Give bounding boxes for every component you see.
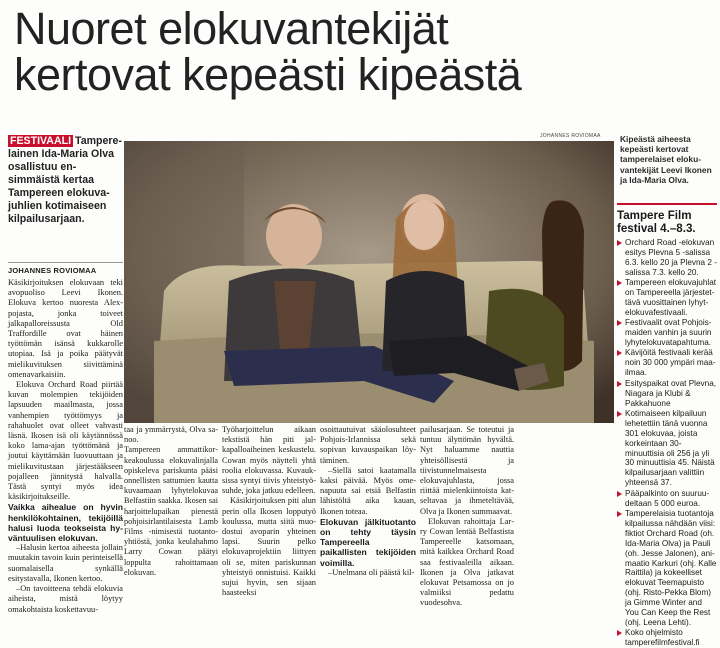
triangle-bullet-icon bbox=[617, 381, 622, 387]
paragraph: taa ja ymmärrystä, Olva sanoo. bbox=[124, 425, 218, 445]
paragraph: –On tavoitteena tehdä elokuvia aiheista, mistä löytyy omakohtaista koskettavuu- bbox=[8, 584, 123, 614]
paragraph: Elokuvan rahoittaja Larry Cowan lentää Belfastista Tampereelle katsomaan, mitä kaikkea Orchard Road saa festivaaleilla aikaan. Ikonen ja Olva jatkavat elokuvat Petsamossa on jo valmiiksi pedattu vuodesohva. bbox=[420, 516, 514, 608]
article-column-1 bbox=[8, 278, 123, 615]
paragraph: pailusarjaan. Se toteutui ja tuntuu älyttömän hyvältä. Nyt haluamme nauttia yhteisöllisestä ja tiivistunnelmaisesta elokuvajuhlasta, jossa riittää mielenkiintoista katseltavaa ja ihmeteltävää, Olva ja Ikonen summaavat. bbox=[420, 425, 514, 516]
info-item bbox=[617, 409, 717, 488]
paragraph: Työharjoittelun aikaan tekstistä hän piti jalkapalloaiheinen keskustelu. Cowan myös näytteli yhtä roolia elokuvassa. Kuvauksissa syntyi tiivis yhteistyösuhde, joka jatkuu edelleen. bbox=[222, 425, 316, 496]
info-item-text: Pääpalkinto on suuruudeltaan 5 000 euroa. bbox=[625, 488, 710, 508]
info-item bbox=[617, 489, 717, 509]
lead-paragraph bbox=[8, 135, 123, 226]
article-column-4 bbox=[320, 425, 416, 578]
paragraph: Tampereen ammattikorkeakoulussa elokuvalinjalla opiskeleva pariskunta pääsi onnellisten sattumien kautta kuvaamaan lyhytelokuvaa Belfastiin saakka. Ikosen sai harjoittelupaikan pienestä pohjoisirlantilaisesta Lamb Films -nimisestä tuotantoyhtiöstä, jonka keulahahmo Larry Cowan päätyi loppulta rahoittamaan elokuvan. bbox=[124, 445, 218, 577]
triangle-bullet-icon bbox=[617, 320, 622, 326]
triangle-bullet-icon bbox=[617, 491, 622, 497]
paragraph: Elokuva Orchard Road piirtää kuvan molempien tekijöiden lapsuuden maailmasta, jossa vanhempien työttömyys ja rahahuolet ovat olleet vahvasti läsnä. Ikosen isä oli käytännössä koko lama-ajan työttömänä ja joutui käyttämään luovuuttaan ja mielikuvitustaan järjestääkseen pojalleen jännitystä halvalla. Tästä syntyi myös idea käsikirjoitukseille. bbox=[8, 380, 123, 502]
info-item-text: Festivaalit ovat Pohjoismaiden vanhin ja suurin lyhytelokuvatapahtuma. bbox=[625, 318, 712, 348]
article-photo bbox=[124, 141, 614, 423]
photo-credit: JOHANNES ROVIOMAA bbox=[540, 133, 601, 139]
photo-caption: Kipeästä aiheesta kepeästi kertovat tamperelaiset elokuvantekijät Leevi Ikonen ja Ida-Maria Olva. bbox=[620, 134, 712, 185]
info-item bbox=[617, 318, 717, 348]
subhead: Vaikka aihealue on hyvin henkilökohtainen, tekijöillä halusi luoda teokseista hyväntuulisen elokuvan. bbox=[8, 502, 123, 544]
info-item-text: Tamperelaisia tuotantoja kilpailussa nähdään viisi: fiktiot Orchard Road (oh. Ida-Maria Olva) ja Pauli (oh. Jesse Jalonen), animaatio Karkuri (ohj. Kalle Raittila) ja kokeelliset elokuvat Teemapuisto (ohj. Risto-Pekka Blom) ja Gimme Winter and You Can Keep the Rest (ohj. Leena Lehti). bbox=[625, 508, 717, 627]
info-item-text: Orchard Road -elokuvan esitys Plevna 5 -salissa 6.3. kello 20 ja Plevna 2 -salissa 7.3. kello 20. bbox=[625, 238, 717, 277]
info-item bbox=[617, 628, 717, 648]
article-column-5 bbox=[420, 425, 514, 609]
info-box-list bbox=[617, 238, 717, 648]
paragraph: osoittautuivat sääolosuhteet Pohjois-Irlannissa sekä sopivan kuvauspaikan löytäminen. bbox=[320, 425, 416, 465]
subhead: Elokuvan jälkituotanto on tehty täysin Tampereella paikallisten tekijöiden voimilla. bbox=[320, 516, 416, 568]
info-item bbox=[617, 379, 717, 409]
headline bbox=[14, 3, 574, 100]
paragraph: Käsikirjoituksen piti alun perin olla Ikosen lopputyö koulussa, mutta siitä muodostui avoparin yhteinen lapsi. Suurin pelko elokuvaprojektiin liittyen oli se, miten pariskunnan yhteistyö onnistuisi. Kaikki sujui hyvin, sen sijaan haasteeksi bbox=[222, 496, 316, 598]
info-box-title: Tampere Film festival 4.–8.3. bbox=[617, 209, 696, 235]
triangle-bullet-icon bbox=[617, 411, 622, 417]
paragraph: –Siellä satoi kaatamalla kaksi päivää. Myös omenapuuta sai etsiä Belfastin lähistöltä aika kauan, Ikonen toteaa. bbox=[320, 465, 416, 516]
article-column-3 bbox=[222, 425, 316, 598]
triangle-bullet-icon bbox=[617, 280, 622, 286]
info-item-text: Kävijöitä festivaali kerää noin 30 000 ympäri maailmaa. bbox=[625, 348, 716, 378]
headline-line-2: kertovat kepeästi kipeästä bbox=[14, 49, 522, 100]
paragraph: –Unelmana oli päästä kil- bbox=[328, 567, 415, 577]
article-column-2 bbox=[124, 425, 218, 578]
info-item-text: Tampereen elokuvajuhlat on Tampereella järjestettävä vuosittainen lyhytelokuvafestivaali. bbox=[625, 278, 717, 317]
info-item bbox=[617, 278, 717, 318]
paragraph: Käsikirjoituksen elokuvaan teki avopuoliso Leevi Ikonen. Elokuva kertoo nuoresta Alex-pojasta, jonka toiveet jalkapalloreissusta Old Traffordille ovat häinen työttömän isänsä kukkarolle utopiaa. Isä ja poika päätyvät mielikuvituksen siivittäminä omenavarkaisiin. bbox=[8, 278, 123, 379]
info-item-text: Kotimaiseen kilpailuun lehetettiin tänä vuonna 301 elokuvaa, joista korkeintaan 30-minuuttisia oli 256 ja yli 30 minuuttisia 45. Näistä kilpailusarjaan valittiin yhteensä 37. bbox=[625, 408, 715, 488]
info-item-text: Esityspaikat ovat Plevna, Niagara ja Klubi & Pakkahuone bbox=[625, 378, 717, 408]
kicker-label: FESTIVAALI bbox=[10, 135, 72, 147]
lead-text: Tamperelainen Ida-Maria Olva osallistuu ensimmäistä kertaa Tampereen elokuvajuhlien kotimaiseen kilpailusarjaan. bbox=[8, 135, 122, 225]
info-item bbox=[617, 509, 717, 628]
info-item-text: Koko ohjelmisto tamperefilmfestival.fi bbox=[625, 628, 700, 648]
photo-illustration bbox=[124, 141, 614, 423]
triangle-bullet-icon bbox=[617, 240, 622, 246]
info-item bbox=[617, 238, 717, 278]
info-box bbox=[617, 203, 717, 648]
byline: JOHANNES ROVIOMAA bbox=[8, 262, 123, 275]
triangle-bullet-icon bbox=[617, 350, 622, 356]
paragraph: –Halusin kertoa aiheesta jollain muutakin tavoin kuin perinteisellä suomalaisella synkällä esitystavalla, Ikonen kertoo. bbox=[8, 543, 123, 583]
info-item bbox=[617, 348, 717, 378]
triangle-bullet-icon bbox=[617, 630, 622, 636]
triangle-bullet-icon bbox=[617, 511, 622, 517]
headline-line-1: Nuoret elokuvantekijät bbox=[14, 3, 449, 54]
